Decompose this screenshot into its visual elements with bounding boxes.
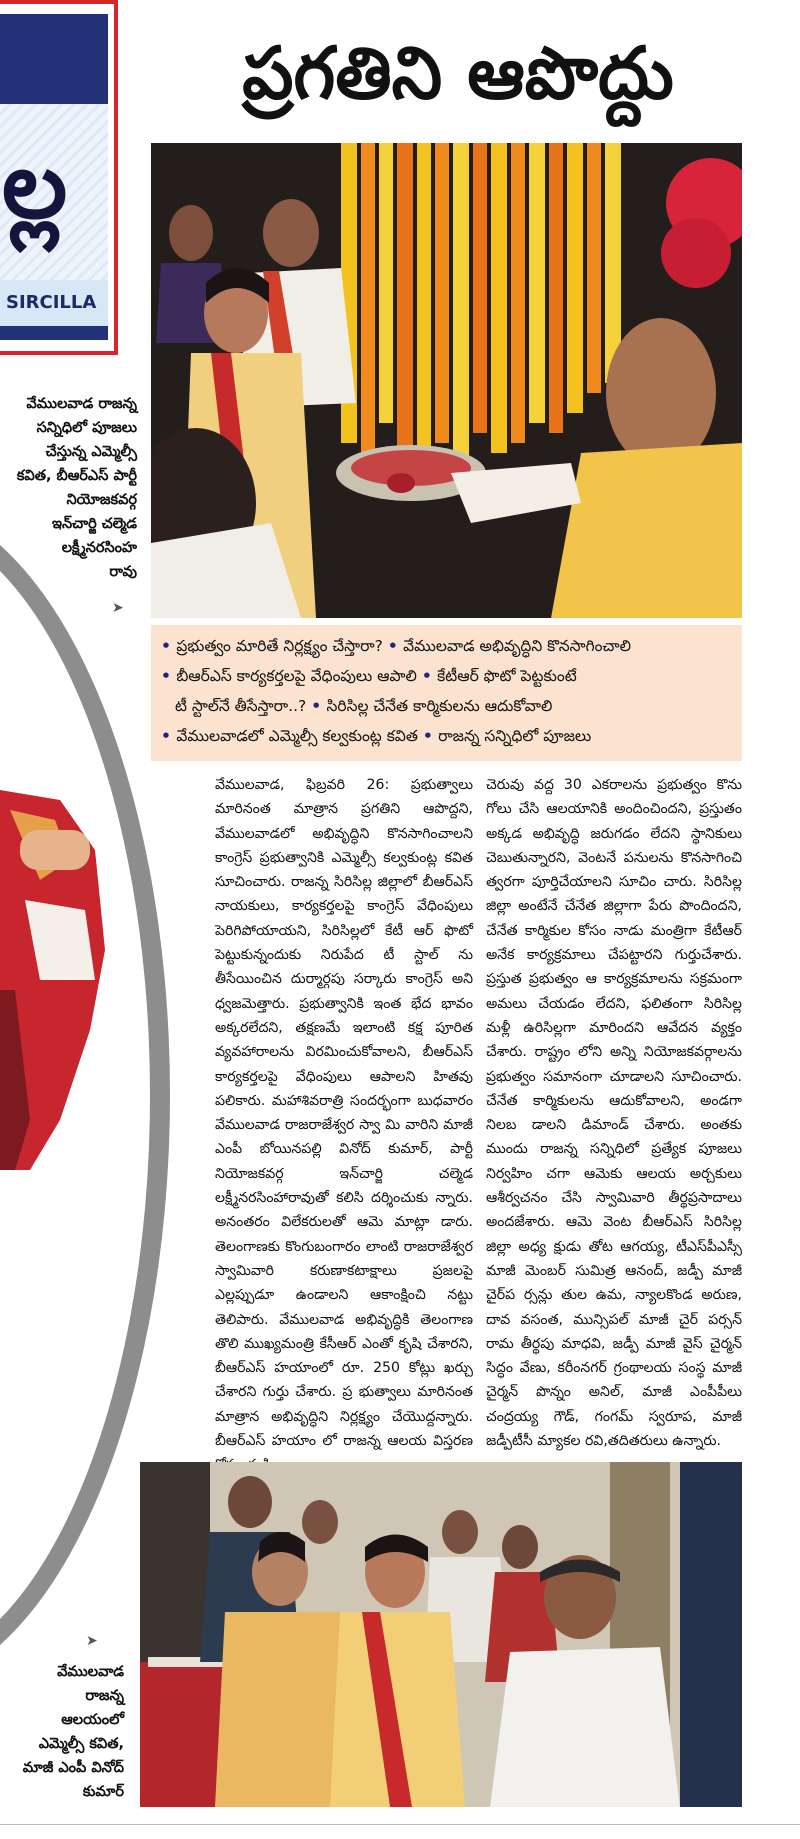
article-column-2: చెరువు వద్ద 30 ఎకరాలను ప్రభుత్వం కొను గోలు చేసి ఆలయానికి అందించిందని, ప్రస్తుతం అక్కడ అభివృద్ధి జరుగడం లేదని స్థానికులు చెబుతున్నారని, వెంటనే పనులను కొనసాగించి త్వరగా పూర్తిచేయాలని సూచిం చారు. సిరిసిల్ల జిల్లా అంటేనే చేనేత జిల్లాగా పేరు పొందిందని, చేనేత కార్మికుల కోసం నాడు మంత్రిగా కేటీఆర్ అనేక కార్యక్రమాలు చేపట్టారని గుర్తుచేశారు. ప్రస్తుత ప్రభుత్వం ఆ కార్యక్రమాలను సక్రమంగా అమలు చేయడం లేదని, ఫలితంగా సిరిసిల్ల మళ్లీ ఉరిసిల్లగా మారిందని ఆవేదన వ్యక్తం చేశారు. రాష్ట్రం లోని అన్ని నియోజకవర్గాలను ప్రభుత్వం సమానంగా చూడాలని సూచించారు. చేనేత కార్మికులను ఆదుకోవాలని, అండగా నిలబ డాలని డిమాండ్ చేశారు. అంతకు ముందు రాజన్న సన్నిధిలో ప్రత్యేక పూజలు నిర్వహిం చగా ఆమెకు ఆలయ అర్చకులు ఆశీర్వచనం చేసి స్వామివారి తీర్థప్రసాదాలు అందజేశారు. ఆమె వెంట బీఆర్ఎస్ సిరిసిల్ల జిల్లా అధ్య క్షుడు తోట ఆగయ్య, టీఎస్‌పీఎస్సీ మాజీ మెంబర్ సుమిత్ర ఆనంద్, జడ్పీ మాజీ చైర్‌ప ర్సన్లు తుల ఉమ, న్యాలకొండ అరుణ, దావ వసంత, మున్సిపల్ మాజీ చైర్ పర్సన్ రామ తీర్థపు మాధవి, జడ్పీ మాజీ వైస్ చైర్మన్ సిద్ధం వేణు, కరీంనగర్ గ్రంథాలయ సంస్థ మాజీ చైర్మన్ పొన్నం అనిల్, మాజీ ఎంపీపీలు చంద్రయ్య గౌడ్, గంగమ్ స్వరూప, మాజీ జడ్పీటీసీ మ్యాకల రవి,తదితరులు ఉన్నారు. [486,777,742,1450]
highlights-box [151,625,742,761]
bullet-icon: • [311,697,327,715]
photo-temple-puja [151,143,742,618]
masthead-place: SIRCILLA [0,280,108,326]
bullet-icon: • [161,667,177,685]
caption-arrow-icon: ➤ [86,1633,98,1649]
bullet-icon: • [422,727,439,745]
article-column-1: వేములవాడ, ఫిబ్రవరి 26: ప్రభుత్వాలు మారినంత మాత్రాన ప్రగతిని ఆపొద్దని, వేములవాడలో అభివృద్ధిని కొనసాగించాలని కాంగ్రెస్ ప్రభుత్వానికి ఎమ్మెల్సీ కల్వకుంట్ల కవిత సూచించారు. రాజన్న సిరిసిల్ల జిల్లాలో బీఆర్ఎస్ నాయకులు, కార్యకర్తలపై కాంగ్రెస్ వేధింపులు పెరిగిపోయాయని, సిరిసిల్లలో కేటీ ఆర్ ఫొటో పెట్టుకున్నందుకు నిరుపేద టీ స్టాల్ ను తీసేయించిన దుర్మార్గపు సర్కారు కాంగ్రెస్ అని ధ్వజమెత్తారు. ప్రభుత్వానికి ఇంత భేద భావం అక్కరలేదని, తక్షణమే ఇలాంటి కక్ష పూరిత వ్యవహారాలను విరమించుకోవాలని, బీఆర్ఎస్ కార్యకర్తలపై వేధింపులు ఆపాలని హితవు పలికారు. మహాశివరాత్రి సందర్భంగా బుధవారం వేములవాడ రాజరాజేశ్వర స్వా మి వారిని మాజీ ఎంపీ బోయినపల్లి వినోద్ కుమార్, పార్టీ నియోజకవర్గ ఇన్‌చార్జి చల్మెడ లక్ష్మీనరసింహారావుతో కలిసి దర్శించుకు న్నారు. అనంతరం విలేకరులతో ఆమె మాట్లా డారు. తెలంగాణకు కొంగుబంగారం లాంటి రాజరాజేశ్వర స్వామివారి కరుణాకటాక్షాలు ప్రజలపై ఎల్లప్పుడూ ఉండాలని ఆకాంక్షించి నట్టు తెలిపారు. వేములవాడ అభివృద్ధికి తెలంగాణ తొలి ముఖ్యమంత్రి కేసీఆర్ ఎంతో కృషి చేశారని, బీఆర్ఎస్ హయాంలో రూ. 250 కోట్లు ఖర్చు చేశారని గుర్తు చేశారు. ప్ర భుత్వాలు మారినంత మాత్రాన అభివృద్ధిని నిర్లక్ష్యం చేయొద్దన్నారు. బీఆర్ఎస్ హయాం లో రాజన్న ఆలయ విస్తరణ [215,777,473,1450]
bullet-icon: • [161,727,177,745]
masthead-band [0,14,108,104]
photo-temple-group [140,1462,742,1807]
bullet-icon: • [421,667,438,685]
bullet-icon: • [161,637,177,655]
photo-fragment-left [0,790,110,1170]
highlight-row: • వేములవాడలో ఎమ్మెల్సీ కల్వకుంట్ల కవిత • రాజన్న సన్నిధిలో పూజలు [161,727,592,745]
highlight-row: టీ స్టాల్‌నే తీసేస్తారా..? • సిరిసిల్ల చేనేత కార్మికులను ఆదుకోవాలి [175,697,553,715]
masthead-title: ల్ల [2,132,62,239]
headline: ప్రగతిని ఆపొద్దు [242,31,674,115]
bullet-icon: • [387,637,404,655]
caption-arrow-icon: ➤ [112,600,124,616]
caption-bottom: వేములవాడ రాజన్న ఆలయంలో ఎమ్మెల్సీ కవిత, మాజీ ఎంపీ వినోద్ కుమార్ [22,1664,124,1800]
page-rule [0,1824,800,1825]
highlight-row: • ప్రభుత్వం మారితే నిర్లక్ష్యం చేస్తారా? • వేములవాడ అభివృద్ధిని కొనసాగించాలి [161,637,631,655]
masthead-band-bottom [0,326,108,340]
caption-top: వేములవాడ రాజన్న సన్నిధిలో పూజలు చేస్తున్న ఎమ్మెల్సీ కవిత, బీఆర్ఎస్ పార్టీ నియోజకవర్గ ఇన్‌చార్జి చల్మెడ లక్ష్మీనరసింహ రావు [16,396,137,580]
highlight-row: • బీఆర్ఎస్ కార్యకర్తలపై వేధింపులు ఆపాలి • కేటీఆర్ ఫొటో పెట్టకుంటే [161,667,577,685]
